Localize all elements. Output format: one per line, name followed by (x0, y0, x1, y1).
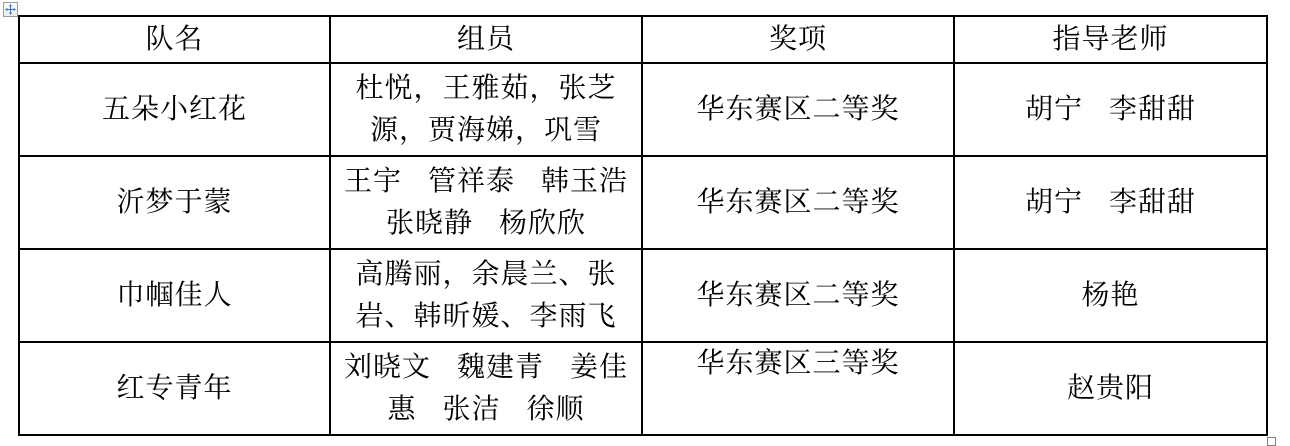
team-cell[interactable]: 五朵小红花 (19, 63, 330, 156)
teachers-cell[interactable]: 赵贵阳 (954, 342, 1267, 435)
header-cell-teachers[interactable]: 指导老师 (954, 16, 1267, 63)
members-cell[interactable]: 杜悦，王雅茹，张芝源，贾海娣，巩雪 (330, 63, 642, 156)
move-cross-arrows-icon (5, 4, 16, 15)
team-cell[interactable]: 沂梦于蒙 (19, 156, 330, 249)
award-cell[interactable]: 华东赛区二等奖 (642, 249, 954, 342)
team-cell[interactable]: 巾帼佳人 (19, 249, 330, 342)
table-row (19, 156, 1267, 249)
award-table (18, 15, 1268, 436)
members-cell[interactable]: 王宇 管祥泰 韩玉浩 张晓静 杨欣欣 (330, 156, 642, 249)
teachers-cell[interactable]: 胡宁 李甜甜 (954, 156, 1267, 249)
table-row (19, 249, 1267, 342)
teachers-cell[interactable]: 胡宁 李甜甜 (954, 63, 1267, 156)
award-cell[interactable]: 华东赛区二等奖 (642, 156, 954, 249)
members-cell[interactable]: 高腾丽，余晨兰、张岩、韩昕媛、李雨飞 (330, 249, 642, 342)
table-row (19, 342, 1267, 435)
members-cell[interactable]: 刘晓文 魏建青 姜佳惠 张洁 徐顺 (330, 342, 642, 435)
award-cell[interactable]: 华东赛区三等奖 (642, 342, 954, 435)
table-row (19, 63, 1267, 156)
teachers-cell[interactable]: 杨艳 (954, 249, 1267, 342)
header-cell-award[interactable]: 奖项 (642, 16, 954, 63)
header-row (19, 16, 1267, 63)
award-cell[interactable]: 华东赛区二等奖 (642, 63, 954, 156)
table-resize-handle[interactable] (1267, 437, 1276, 446)
header-cell-team[interactable]: 队名 (19, 16, 330, 63)
table-move-handle[interactable] (3, 2, 18, 17)
team-cell[interactable]: 红专青年 (19, 342, 330, 435)
header-cell-members[interactable]: 组员 (330, 16, 642, 63)
